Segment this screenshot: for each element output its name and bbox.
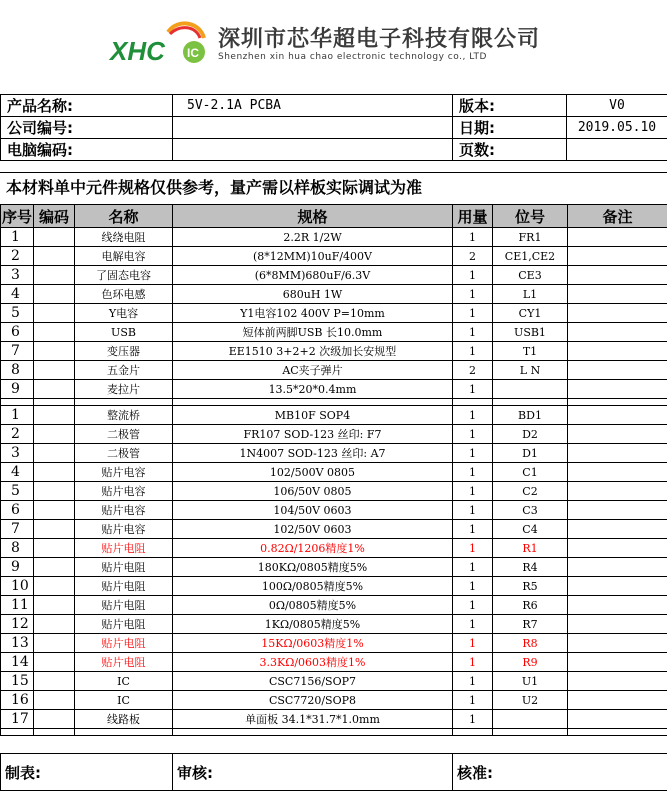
row-spec: 13.5*20*0.4mm <box>173 380 453 399</box>
row-number: 8 <box>1 539 34 558</box>
row-remark <box>568 463 667 482</box>
row-number: 1 <box>1 406 34 425</box>
table-row <box>1 501 667 520</box>
table-row <box>1 266 667 285</box>
row-spec: 单面板 34.1*31.7*1.0mm <box>173 710 453 729</box>
table-row <box>1 425 667 444</box>
row-code <box>34 520 75 539</box>
row-name: 贴片电阻 <box>75 596 173 615</box>
row-ref: R1 <box>493 539 568 558</box>
company-header <box>0 0 667 90</box>
col-header-ref: 位号 <box>493 205 568 228</box>
row-remark <box>568 520 667 539</box>
row-name: 线路板 <box>75 710 173 729</box>
spacer-cell <box>453 399 493 406</box>
row-code <box>34 596 75 615</box>
row-qty: 1 <box>453 596 493 615</box>
table-row <box>1 285 667 304</box>
company-logo <box>108 20 208 70</box>
company-name: 深圳市芯华超电子科技有限公司 <box>218 22 540 53</box>
row-qty: 1 <box>453 425 493 444</box>
row-ref: U1 <box>493 672 568 691</box>
row-name: IC <box>75 672 173 691</box>
row-number: 16 <box>1 691 34 710</box>
disclaimer-note: 本材料单中元件规格仅供参考，量产需以样板实际调试为准 <box>0 172 667 204</box>
row-number: 8 <box>1 361 34 380</box>
row-qty: 1 <box>453 653 493 672</box>
row-remark <box>568 361 667 380</box>
row-code <box>34 342 75 361</box>
table-row <box>1 380 667 399</box>
row-name: 麦拉片 <box>75 380 173 399</box>
row-ref: C2 <box>493 482 568 501</box>
row-spec: CSC7156/SOP7 <box>173 672 453 691</box>
table-row <box>1 247 667 266</box>
row-qty: 1 <box>453 304 493 323</box>
spacer-cell <box>1 399 34 406</box>
row-qty: 1 <box>453 228 493 247</box>
version-value: V0 <box>567 95 667 117</box>
row-remark <box>568 266 667 285</box>
row-name: 贴片电容 <box>75 520 173 539</box>
row-spec: (8*12MM)10uF/400V <box>173 247 453 266</box>
row-remark <box>568 710 667 729</box>
table-header <box>1 205 667 228</box>
row-qty: 1 <box>453 577 493 596</box>
row-number: 5 <box>1 482 34 501</box>
date-label: 日期: <box>453 117 567 139</box>
row-remark <box>568 577 667 596</box>
row-ref: BD1 <box>493 406 568 425</box>
col-header-spec: 规格 <box>173 205 453 228</box>
row-remark <box>568 342 667 361</box>
row-name: 贴片电容 <box>75 463 173 482</box>
row-name: 贴片电阻 <box>75 615 173 634</box>
date-value: 2019.05.10 <box>567 117 667 139</box>
row-code <box>34 653 75 672</box>
row-spec: 106/50V 0805 <box>173 482 453 501</box>
row-code <box>34 406 75 425</box>
row-number: 15 <box>1 672 34 691</box>
row-spec: (6*8MM)680uF/6.3V <box>173 266 453 285</box>
row-number: 6 <box>1 501 34 520</box>
row-spec: 2.2R 1/2W <box>173 228 453 247</box>
table-row <box>1 710 667 729</box>
table-row <box>1 482 667 501</box>
row-qty: 1 <box>453 634 493 653</box>
row-code <box>34 501 75 520</box>
row-spec: 102/50V 0603 <box>173 520 453 539</box>
product-name-label: 产品名称: <box>1 95 173 117</box>
row-name: 贴片电阻 <box>75 653 173 672</box>
row-code <box>34 558 75 577</box>
row-name: 电解电容 <box>75 247 173 266</box>
row-spec: 1KΩ/0805精度5% <box>173 615 453 634</box>
row-remark <box>568 444 667 463</box>
spacer-cell <box>34 729 75 736</box>
row-remark <box>568 247 667 266</box>
row-remark <box>568 653 667 672</box>
row-remark <box>568 596 667 615</box>
table-row <box>1 323 667 342</box>
table-row <box>1 342 667 361</box>
row-ref: CY1 <box>493 304 568 323</box>
row-ref: USB1 <box>493 323 568 342</box>
row-name: Y电容 <box>75 304 173 323</box>
col-header-code: 编码 <box>34 205 75 228</box>
row-ref: R8 <box>493 634 568 653</box>
spacer-cell <box>493 729 568 736</box>
row-ref: R9 <box>493 653 568 672</box>
row-remark <box>568 425 667 444</box>
table-row <box>1 406 667 425</box>
table-row <box>1 672 667 691</box>
row-code <box>34 266 75 285</box>
row-name: 贴片电容 <box>75 501 173 520</box>
row-name: 了固态电容 <box>75 266 173 285</box>
row-code <box>34 304 75 323</box>
col-header-no: 序号 <box>1 205 34 228</box>
row-number: 11 <box>1 596 34 615</box>
version-label: 版本: <box>453 95 567 117</box>
row-number: 1 <box>1 228 34 247</box>
product-info-table <box>0 94 667 161</box>
row-name: 变压器 <box>75 342 173 361</box>
row-code <box>34 615 75 634</box>
row-spec: FR107 SOD-123 丝印: F7 <box>173 425 453 444</box>
table-row <box>1 558 667 577</box>
table-row <box>1 691 667 710</box>
table-row <box>1 539 667 558</box>
row-ref: T1 <box>493 342 568 361</box>
table-row <box>1 615 667 634</box>
row-code <box>34 247 75 266</box>
row-ref: CE1,CE2 <box>493 247 568 266</box>
logo-text: XHC <box>108 36 166 66</box>
row-remark <box>568 380 667 399</box>
row-code <box>34 672 75 691</box>
approved-by-label: 核准: <box>453 754 667 791</box>
pc-code-value <box>173 139 453 161</box>
row-code <box>34 228 75 247</box>
row-spec: 680uH 1W <box>173 285 453 304</box>
row-number: 9 <box>1 380 34 399</box>
row-qty: 1 <box>453 406 493 425</box>
company-code-value <box>173 117 453 139</box>
row-code <box>34 425 75 444</box>
row-code <box>34 710 75 729</box>
row-qty: 1 <box>453 539 493 558</box>
spacer-cell <box>1 729 34 736</box>
spacer-cell <box>173 399 453 406</box>
table-row <box>1 653 667 672</box>
row-remark <box>568 672 667 691</box>
company-code-label: 公司编号: <box>1 117 173 139</box>
row-number: 7 <box>1 520 34 539</box>
row-ref <box>493 710 568 729</box>
table-row <box>1 634 667 653</box>
spacer-cell <box>75 729 173 736</box>
row-code <box>34 285 75 304</box>
row-ref: D1 <box>493 444 568 463</box>
row-number: 3 <box>1 266 34 285</box>
row-name: 贴片电容 <box>75 482 173 501</box>
row-code <box>34 539 75 558</box>
row-spec: 15KΩ/0603精度1% <box>173 634 453 653</box>
row-number: 2 <box>1 425 34 444</box>
spacer-cell <box>568 729 667 736</box>
row-spec: 3.3KΩ/0603精度1% <box>173 653 453 672</box>
row-qty: 1 <box>453 380 493 399</box>
row-name: USB <box>75 323 173 342</box>
row-code <box>34 380 75 399</box>
col-header-name: 名称 <box>75 205 173 228</box>
row-name: 贴片电阻 <box>75 577 173 596</box>
row-number: 6 <box>1 323 34 342</box>
row-remark <box>568 558 667 577</box>
row-number: 9 <box>1 558 34 577</box>
pc-code-label: 电脑编码: <box>1 139 173 161</box>
col-header-remark: 备注 <box>568 205 667 228</box>
row-number: 10 <box>1 577 34 596</box>
table-row <box>1 444 667 463</box>
row-number: 5 <box>1 304 34 323</box>
row-spec: 104/50V 0603 <box>173 501 453 520</box>
row-remark <box>568 406 667 425</box>
group-spacer-row <box>1 399 667 406</box>
row-number: 13 <box>1 634 34 653</box>
row-qty: 1 <box>453 672 493 691</box>
row-code <box>34 577 75 596</box>
row-qty: 1 <box>453 482 493 501</box>
row-ref: R7 <box>493 615 568 634</box>
row-remark <box>568 304 667 323</box>
row-remark <box>568 228 667 247</box>
row-remark <box>568 285 667 304</box>
row-ref: L N <box>493 361 568 380</box>
row-spec: 102/500V 0805 <box>173 463 453 482</box>
row-name: 线绕电阻 <box>75 228 173 247</box>
row-remark <box>568 539 667 558</box>
row-ref: R4 <box>493 558 568 577</box>
spacer-cell <box>568 399 667 406</box>
row-ref: D2 <box>493 425 568 444</box>
row-remark <box>568 634 667 653</box>
spacer-cell <box>453 729 493 736</box>
row-code <box>34 323 75 342</box>
table-row <box>1 228 667 247</box>
row-name: 二极管 <box>75 425 173 444</box>
row-qty: 1 <box>453 501 493 520</box>
row-name: 五金片 <box>75 361 173 380</box>
product-name-value: 5V-2.1A PCBA <box>173 95 453 117</box>
company-english-name: Shenzhen xin hua chao electronic technology co., LTD <box>218 52 487 62</box>
row-qty: 1 <box>453 463 493 482</box>
row-spec: 短体前两脚USB 长10.0mm <box>173 323 453 342</box>
row-spec: 0Ω/0805精度5% <box>173 596 453 615</box>
row-number: 4 <box>1 285 34 304</box>
row-qty: 1 <box>453 323 493 342</box>
prepared-by-label: 制表: <box>1 754 173 791</box>
row-ref: U2 <box>493 691 568 710</box>
table-row <box>1 361 667 380</box>
row-spec: 0.82Ω/1206精度1% <box>173 539 453 558</box>
spacer-cell <box>173 729 453 736</box>
row-code <box>34 361 75 380</box>
row-spec: Y1电容102 400V P=10mm <box>173 304 453 323</box>
spacer-cell <box>493 399 568 406</box>
table-row <box>1 577 667 596</box>
row-spec: 1N4007 SOD-123 丝印: A7 <box>173 444 453 463</box>
row-qty: 1 <box>453 558 493 577</box>
logo-sub: IC <box>187 46 199 60</box>
row-name: 贴片电阻 <box>75 634 173 653</box>
row-code <box>34 444 75 463</box>
row-qty: 1 <box>453 691 493 710</box>
row-spec: 180KΩ/0805精度5% <box>173 558 453 577</box>
row-qty: 2 <box>453 361 493 380</box>
row-code <box>34 482 75 501</box>
table-row <box>1 304 667 323</box>
row-code <box>34 634 75 653</box>
row-number: 12 <box>1 615 34 634</box>
row-qty: 1 <box>453 710 493 729</box>
row-code <box>34 463 75 482</box>
reviewed-by-label: 审核: <box>173 754 453 791</box>
spacer-cell <box>75 399 173 406</box>
signature-footer <box>0 753 667 791</box>
row-qty: 1 <box>453 285 493 304</box>
row-ref: C3 <box>493 501 568 520</box>
row-number: 14 <box>1 653 34 672</box>
row-name: 贴片电阻 <box>75 539 173 558</box>
row-spec: MB10F SOP4 <box>173 406 453 425</box>
row-qty: 1 <box>453 520 493 539</box>
row-number: 17 <box>1 710 34 729</box>
row-ref: C4 <box>493 520 568 539</box>
row-ref <box>493 380 568 399</box>
row-spec: 100Ω/0805精度5% <box>173 577 453 596</box>
row-qty: 1 <box>453 444 493 463</box>
row-name: 贴片电阻 <box>75 558 173 577</box>
spacer-cell <box>34 399 75 406</box>
row-qty: 1 <box>453 615 493 634</box>
row-spec: AC夹子弹片 <box>173 361 453 380</box>
row-ref: CE3 <box>493 266 568 285</box>
row-name: 整流桥 <box>75 406 173 425</box>
row-qty: 1 <box>453 342 493 361</box>
row-ref: L1 <box>493 285 568 304</box>
row-remark <box>568 482 667 501</box>
table-row <box>1 463 667 482</box>
row-qty: 2 <box>453 247 493 266</box>
row-ref: C1 <box>493 463 568 482</box>
bom-table <box>0 204 667 736</box>
row-ref: R5 <box>493 577 568 596</box>
row-number: 7 <box>1 342 34 361</box>
table-row <box>1 520 667 539</box>
row-spec: CSC7720/SOP8 <box>173 691 453 710</box>
row-code <box>34 691 75 710</box>
row-name: 二极管 <box>75 444 173 463</box>
pages-value <box>567 139 667 161</box>
row-ref: R6 <box>493 596 568 615</box>
group-spacer-row <box>1 729 667 736</box>
row-number: 4 <box>1 463 34 482</box>
row-remark <box>568 501 667 520</box>
row-remark <box>568 323 667 342</box>
col-header-qty: 用量 <box>453 205 493 228</box>
row-ref: FR1 <box>493 228 568 247</box>
row-remark <box>568 691 667 710</box>
row-spec: EE1510 3+2+2 次级加长安规型 <box>173 342 453 361</box>
row-qty: 1 <box>453 266 493 285</box>
row-remark <box>568 615 667 634</box>
table-row <box>1 596 667 615</box>
row-number: 3 <box>1 444 34 463</box>
pages-label: 页数: <box>453 139 567 161</box>
row-name: IC <box>75 691 173 710</box>
row-number: 2 <box>1 247 34 266</box>
row-name: 色环电感 <box>75 285 173 304</box>
